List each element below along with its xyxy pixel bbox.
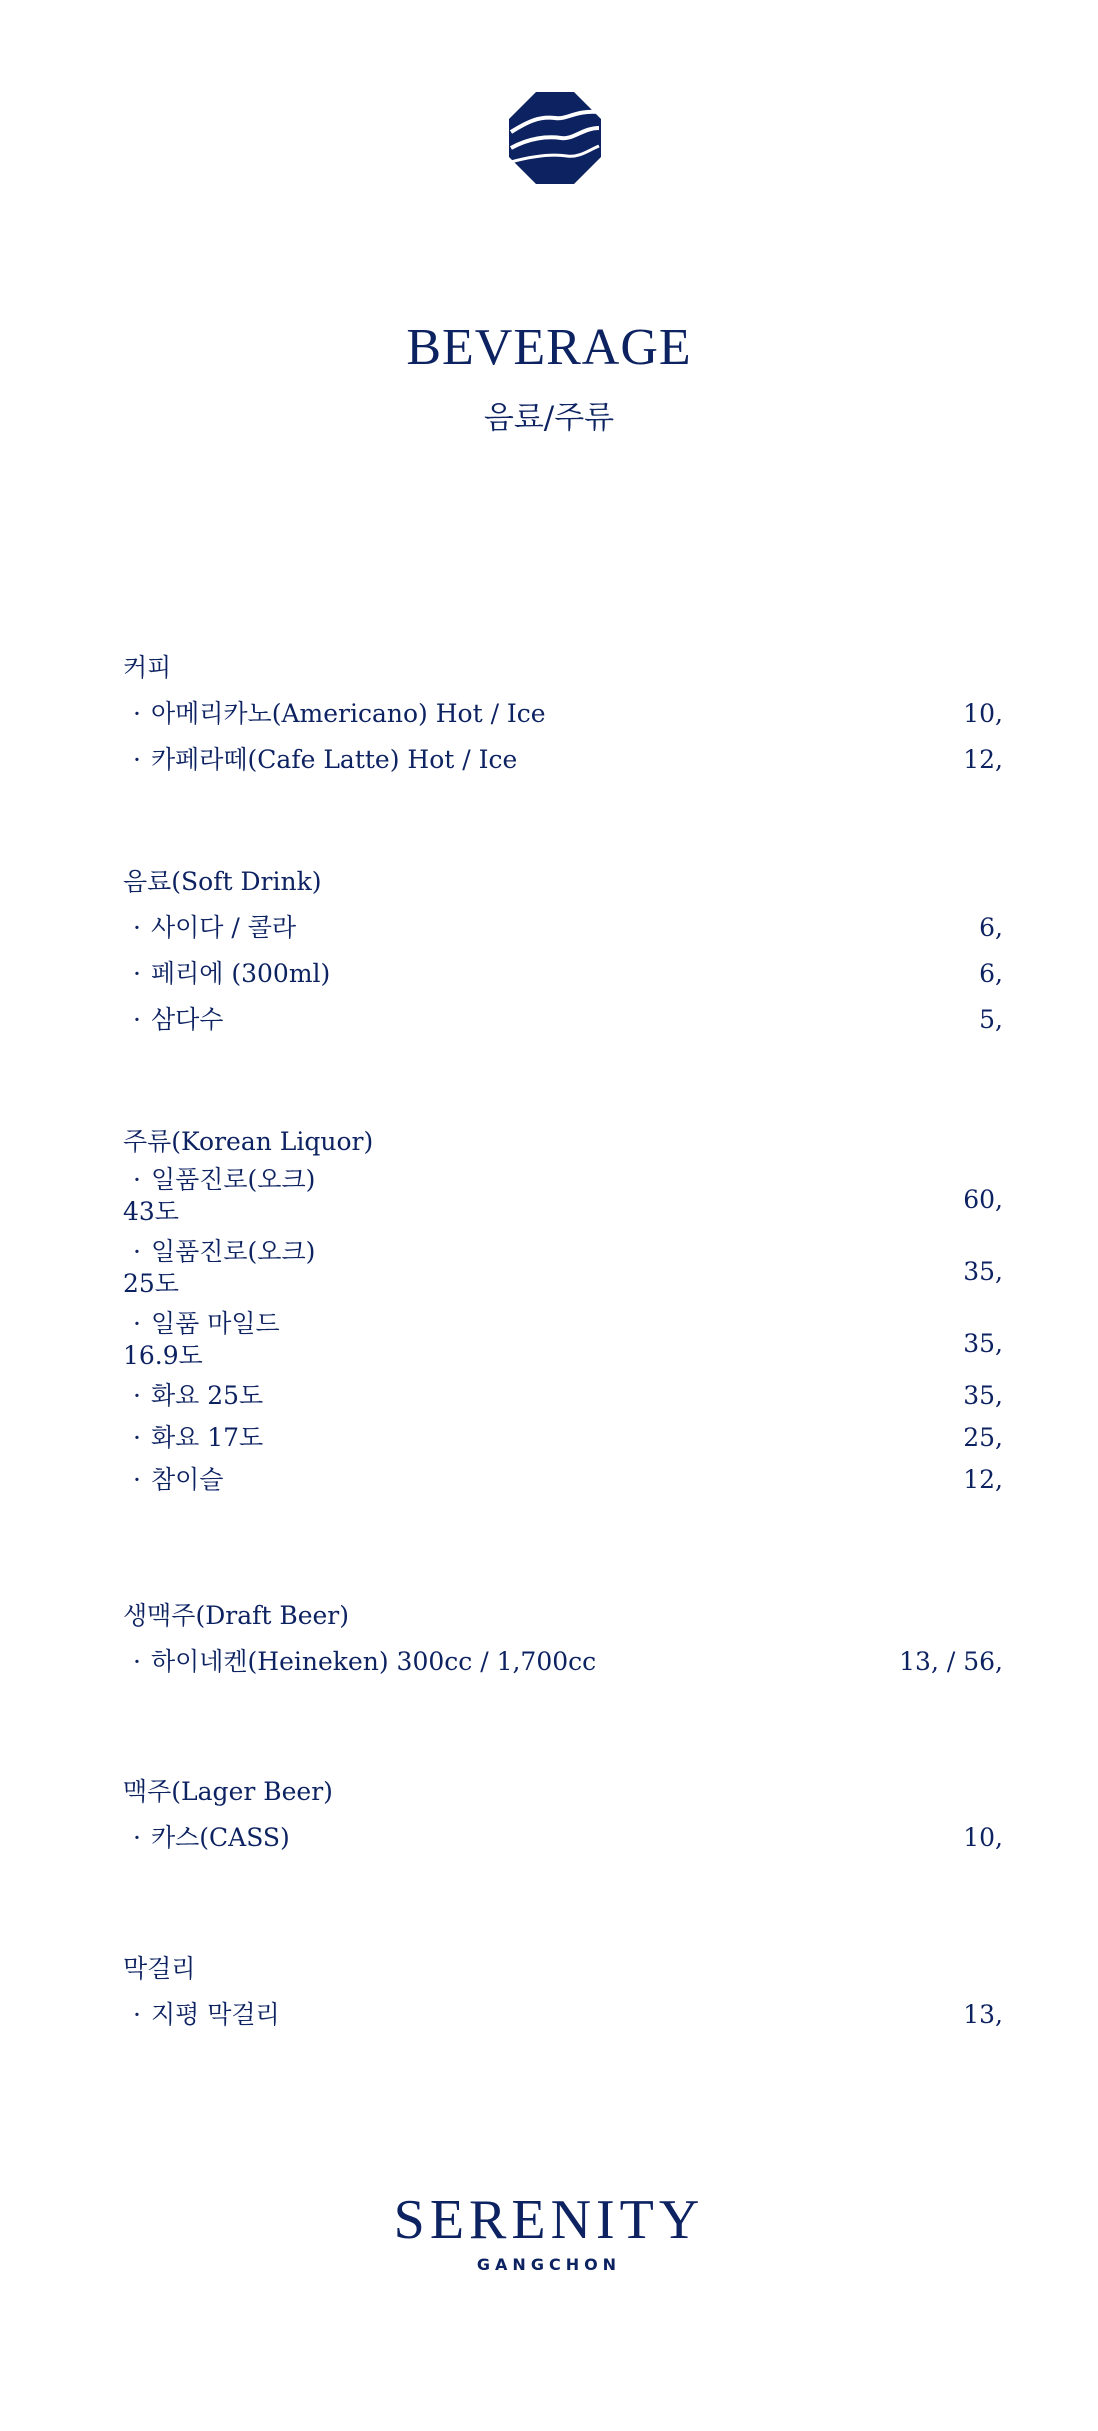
page-title: BEVERAGE	[406, 319, 692, 376]
page-subtitle: 음료/주류	[483, 400, 615, 436]
menu-item: · 참이슬 12,	[133, 1465, 1003, 1494]
item-price: 6,	[979, 959, 1003, 988]
item-price: 12,	[963, 1465, 1003, 1494]
brand-name: SERENITY	[393, 2189, 705, 2251]
item-price: 35,	[963, 1329, 1003, 1358]
item-name: 사이다 / 콜라	[150, 913, 297, 942]
item-name: 삼다수	[150, 1005, 224, 1034]
section-heading: 음료(Soft Drink)	[123, 867, 322, 896]
item-price: 35,	[963, 1381, 1003, 1410]
menu-item: · 하이네켄(Heineken) 300cc / 1,700cc 13, / 56,	[133, 1647, 1003, 1676]
mountain-logo-icon	[509, 92, 601, 184]
menu-item: · 일품진로(오크) 25도 35,	[123, 1237, 1003, 1298]
section-heading: 맥주(Lager Beer)	[123, 1777, 333, 1806]
item-abv: 43도	[123, 1197, 179, 1226]
menu-item: · 일품진로(오크) 43도 60,	[123, 1165, 1003, 1226]
menu-section-draft-beer	[123, 1600, 1003, 1678]
item-name: 페리에 (300ml)	[150, 959, 331, 988]
menu-item: · 일품 마일드 16.9도 35,	[123, 1309, 1003, 1370]
item-price: 60,	[963, 1185, 1003, 1214]
menu-item: · 삼다수 5,	[133, 1005, 1003, 1034]
item-abv: 25도	[123, 1269, 179, 1298]
item-name: 카스(CASS)	[150, 1823, 290, 1852]
item-name: 지평 막걸리	[150, 2000, 280, 2029]
item-name: 일품 마일드	[150, 1309, 280, 1338]
menu-item: · 사이다 / 콜라 6,	[133, 913, 1003, 942]
item-price: 13, / 56,	[899, 1647, 1003, 1676]
item-price: 6,	[979, 913, 1003, 942]
menu-item: · 카페라떼(Cafe Latte) Hot / Ice 12,	[133, 745, 1003, 774]
item-price: 12,	[963, 745, 1003, 774]
item-price: 13,	[963, 2000, 1003, 2029]
menu-item: · 카스(CASS) 10,	[133, 1823, 1003, 1852]
menu-section-lager-beer	[123, 1776, 1003, 1854]
item-name: 일품진로(오크)	[150, 1165, 316, 1194]
brand-location: GANGCHON	[476, 2255, 622, 2274]
menu-section-soft-drink	[123, 866, 1003, 1036]
item-name: 화요 17도	[150, 1423, 264, 1452]
menu-section-korean-liquor	[123, 1126, 1003, 1496]
item-price: 10,	[963, 699, 1003, 728]
section-heading: 주류(Korean Liquor)	[123, 1127, 374, 1156]
section-heading: 막걸리	[123, 1954, 196, 1983]
brand-logo	[0, 2188, 1098, 2276]
item-name: 참이슬	[150, 1465, 224, 1494]
item-abv: 16.9도	[123, 1341, 203, 1370]
item-price: 10,	[963, 1823, 1003, 1852]
menu-item: · 지평 막걸리 13,	[133, 2000, 1003, 2029]
item-price: 25,	[963, 1423, 1003, 1452]
item-name: 화요 25도	[150, 1381, 264, 1410]
item-name: 일품진로(오크)	[150, 1237, 316, 1266]
item-name: 하이네켄(Heineken) 300cc / 1,700cc	[150, 1647, 597, 1676]
item-name: 아메리카노(Americano) Hot / Ice	[150, 699, 546, 728]
menu-item: · 화요 25도 35,	[133, 1381, 1003, 1410]
item-price: 35,	[963, 1257, 1003, 1286]
item-name: 카페라떼(Cafe Latte) Hot / Ice	[150, 745, 518, 774]
menu-section-makgeolli	[123, 1953, 1003, 2031]
menu-section-coffee	[123, 652, 1003, 776]
menu-item: · 아메리카노(Americano) Hot / Ice 10,	[133, 699, 1003, 728]
section-heading: 커피	[123, 653, 172, 682]
menu-item: · 화요 17도 25,	[133, 1423, 1003, 1452]
item-price: 5,	[979, 1005, 1003, 1034]
section-heading: 생맥주(Draft Beer)	[123, 1601, 350, 1630]
menu-item: · 페리에 (300ml) 6,	[133, 959, 1003, 988]
